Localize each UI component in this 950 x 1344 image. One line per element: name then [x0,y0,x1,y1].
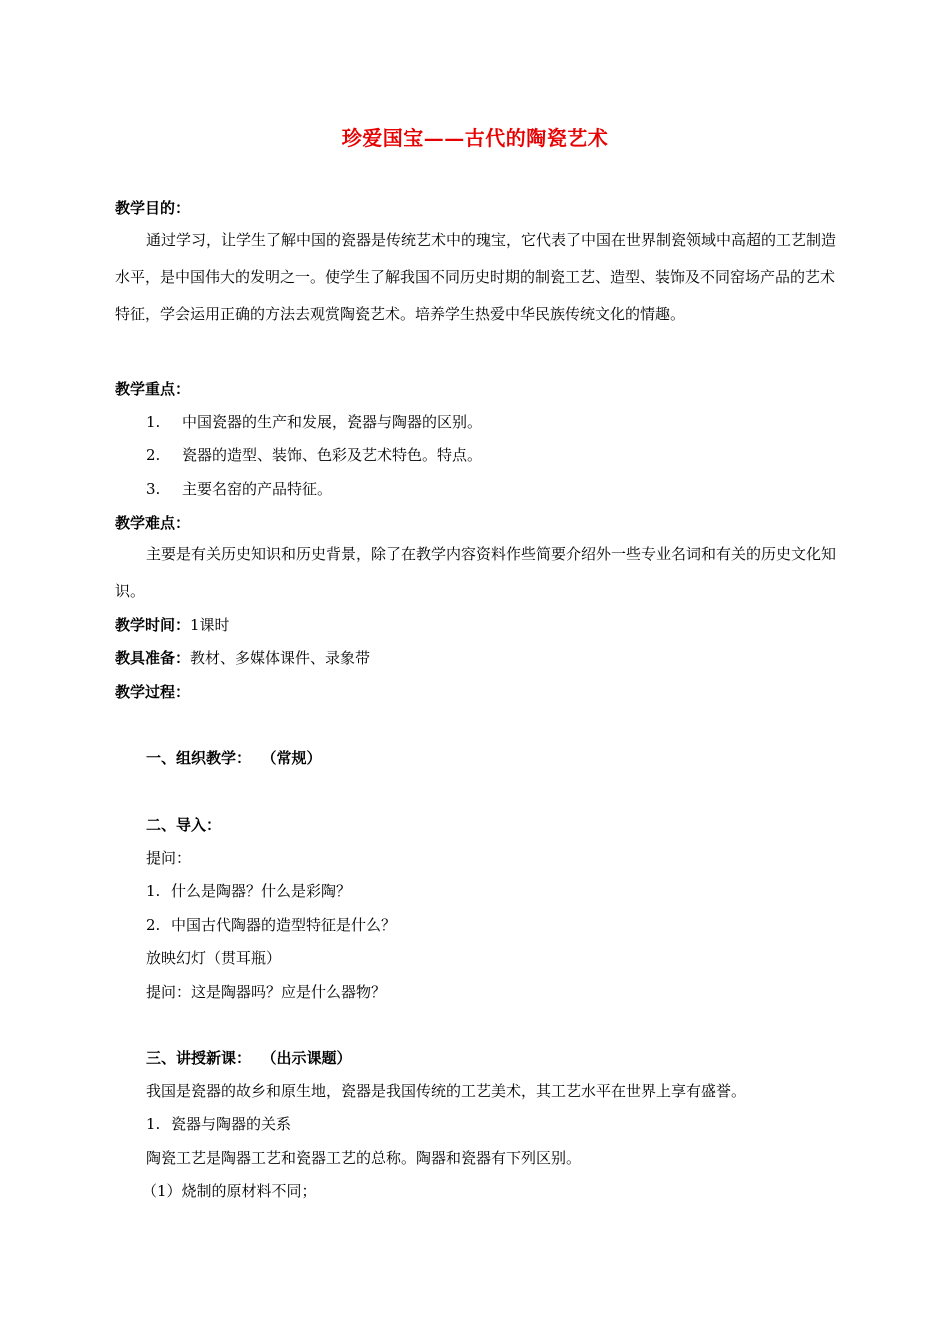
section2-question [146,915,396,935]
difficulties-paragraph: 主要是有关历史知识和历史背景，除了在教学内容资料作些简要介绍外一些专业名词和有关的历史文化知识。 [115,545,837,600]
objective-paragraph: 通过学习，让学生了解中国的瓷器是传统艺术中的瑰宝，它代表了中国在世界制瓷领域中高超的工艺制造水平，是中国伟大的发明之一。使学生了解我国不同历史时期的制瓷工艺、造型、装饰及不同窑场产品的艺术特征，学会运用正确的方法去观赏陶瓷艺术。培养学生热爱中华民族传统文化的情趣。 [115,231,837,323]
process-heading: 教学过程： [115,683,191,701]
question-number: 1. [146,882,161,900]
section3-item: （1）烧制的原材料不同； [142,1182,317,1200]
subheading-number: 1. [146,1115,161,1133]
key-point-number: 3. [146,480,161,498]
section3-intro: 我国是瓷器的故乡和原生地，瓷器是我国传统的工艺美术，其工艺水平在世界上享有盛誉。 [146,1082,747,1100]
teaching-time [115,615,230,635]
key-point-text: 中国瓷器的生产和发展，瓷器与陶器的区别。 [182,413,483,431]
question-text: 中国古代陶器的造型特征是什么？ [171,916,397,934]
key-points-heading: 教学重点： [115,380,191,398]
teaching-time-label: 教学时间： [115,616,191,634]
subheading-text: 瓷器与陶器的关系 [171,1115,292,1133]
teaching-tools-label: 教具准备： [115,649,191,667]
difficulties-heading: 教学难点： [115,514,191,532]
section2-heading: 二、导入： [146,816,222,834]
section2-ask: 提问： [146,849,192,867]
key-point-text: 主要名窑的产品特征。 [182,480,333,498]
key-point-number: 2. [146,446,161,464]
question-number: 2. [146,916,161,934]
section2-show: 放映幻灯（贯耳瓶） [146,949,282,967]
section2-ask2: 提问：这是陶器吗？应是什么器物？ [146,983,387,1001]
key-point-text: 瓷器的造型、装饰、色彩及艺术特色。特点。 [182,446,483,464]
objective-heading: 教学目的： [115,199,191,217]
question-text: 什么是陶器？什么是彩陶？ [171,882,352,900]
section2-question [146,881,351,901]
key-point-number: 1. [146,413,161,431]
key-point-item [146,412,482,432]
key-point-item [146,445,482,465]
page-title: 珍爱国宝——古代的陶瓷艺术 [341,126,609,150]
teaching-tools-value: 教材、多媒体课件、录象带 [190,649,371,667]
section3-heading: 三、讲授新课： （出示课题） [146,1049,352,1067]
section3-subheading [146,1114,291,1134]
teaching-tools [115,648,370,668]
teaching-time-value: 1课时 [190,616,230,634]
key-point-item [146,479,332,499]
section1-heading: 一、组织教学： （常规） [146,749,322,767]
section3-description: 陶瓷工艺是陶器工艺和瓷器工艺的总称。陶器和瓷器有下列区别。 [146,1149,582,1167]
